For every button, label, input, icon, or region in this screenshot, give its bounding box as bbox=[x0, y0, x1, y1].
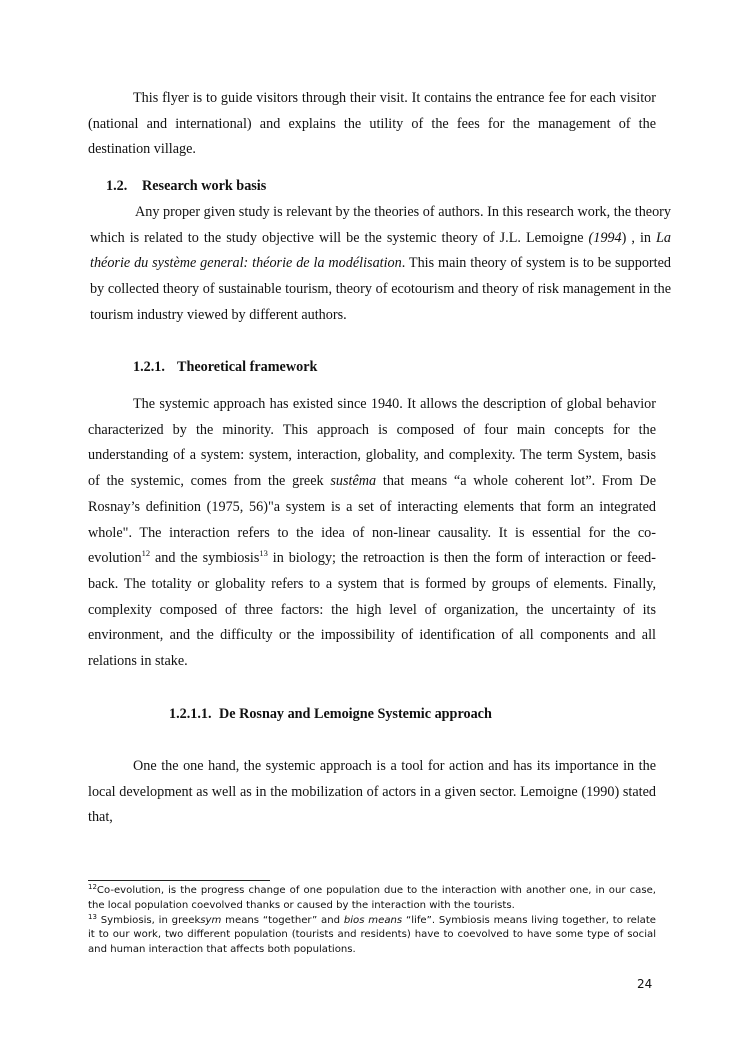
section-heading-1-2-1-1 bbox=[169, 706, 492, 723]
section-title: Research work basis bbox=[142, 178, 267, 194]
intro-paragraph: This flyer is to guide visitors through their visit. It contains the entrance fee for each visitor (national and international) and explains the utility of the fees for the management of the destination village. bbox=[88, 90, 656, 158]
section-heading-1-2-1 bbox=[133, 359, 317, 376]
book-title: La théorie du système general: théorie de la modélisation bbox=[90, 229, 671, 272]
footnote-ref-13[interactable]: 13 bbox=[259, 548, 268, 559]
section-title: De Rosnay and Lemoigne Systemic approach bbox=[219, 706, 492, 722]
footnote-12: $^{12}$Co-evolution, is the progress change of one population due to the interaction with another one, in our case, the local population coevolved thanks or caused by the interaction with the tourists. bbox=[88, 883, 656, 911]
citation-year: (1994 bbox=[588, 229, 622, 246]
research-basis-paragraph: Any proper given study is relevant by the theories of authors. In this research work, the theory which is related to the study objective will be the systemic theory of J.L. Lemoigne (1994) , in La théorie du système general: théorie de la modélisation. This main theory of system is to be supported by collected theory of sustainable tourism, theory of ecotourism and theory of risk management in the tourism industry viewed by different authors. bbox=[90, 204, 671, 323]
footnote-ref-12[interactable]: 12 bbox=[141, 548, 151, 559]
footnote-13: $^{13}$ Symbiosis, in greeksym means “together” and bios means “life”. Symbiosis means living together, to relate it to our work, two different population (tourists and residents) have to coevolved to have some type of social and human interaction that affects both populations. bbox=[88, 912, 656, 956]
section-title: Theoretical framework bbox=[177, 359, 318, 375]
section-number: 1.2.1. bbox=[133, 359, 165, 375]
footnote-mark-13: 13 bbox=[88, 912, 97, 921]
footnote-mark-12: 12 bbox=[88, 883, 97, 891]
footnotes bbox=[88, 884, 656, 958]
systemic-approach-paragraph: One the one hand, the systemic approach is a tool for action and has its importance in the local development as well as in the mobilization of actors in a given sector. Lemoigne (1990) stated that, bbox=[88, 758, 656, 826]
theoretical-framework-paragraph: The systemic approach has existed since 1940. It allows the description of global behavior characterized by the minority. This approach is composed of four main concepts for the understanding of a system: system, interaction, globality, and complexity. The term System, basis of the systemic, comes from the greek sustêma that means “a whole coherent lot”. From De Rosnay’s definition (1975, 56)"a system is a set of interacting elements that form an integrated whole". The interaction refers to the idea of non-linear causality. It is essential for the co-evolution$^{12}$ and the symbiosis$^{13}$ in biology; the retroaction is then the form of interaction or feed-back. The totality or globality refers to a system that is formed by groups of elements. Finally, complexity composed of three factors: the high level of organization, the uncertainty of its environment, and the difficulty or the impossibility of identification of all components and all relations in stake. bbox=[88, 396, 656, 670]
page-number: 24 bbox=[637, 977, 653, 991]
greek-word: sustêma bbox=[330, 473, 377, 490]
footnote-divider bbox=[88, 880, 270, 881]
section-number: 1.2.1.1. bbox=[169, 706, 212, 722]
section-number: 1.2. bbox=[106, 178, 128, 194]
section-heading-1-2 bbox=[106, 178, 266, 195]
